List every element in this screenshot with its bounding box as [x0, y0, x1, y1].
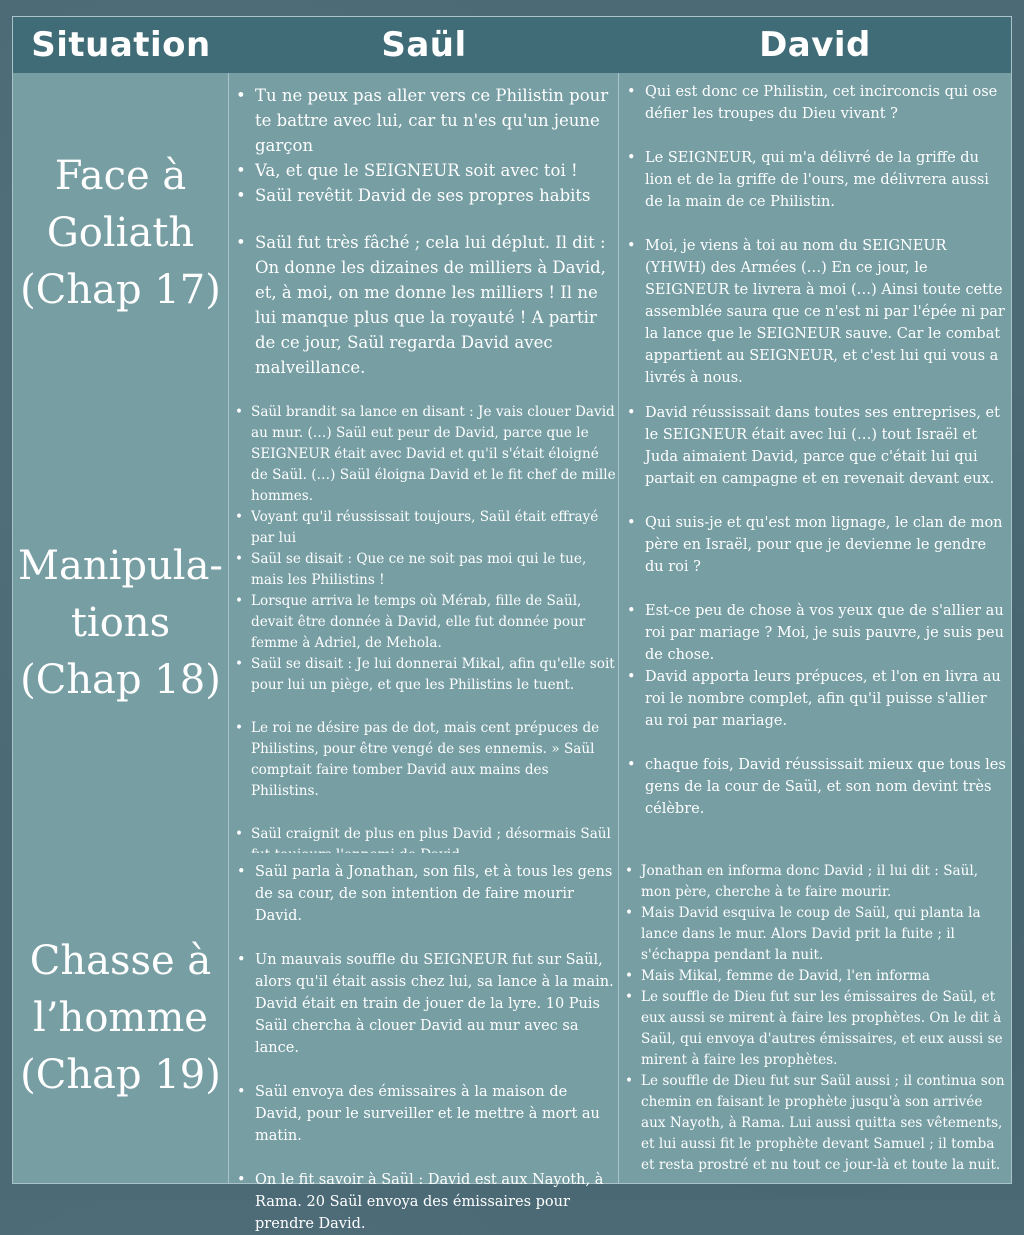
list-item: • Saül revêtit David de ses propres habits	[229, 183, 612, 208]
situation-cell	[13, 394, 229, 853]
header-saul: Saül	[381, 25, 467, 65]
list-item: • Mais David esquiva le coup de Saül, qui planta la lance dans le mur. Alors David prit la fuite ; il s'échappa pendant la nuit.	[619, 903, 1009, 966]
list-item: • Le roi ne désire pas de dot, mais cent prépuces de Philistins, pour être vengé de ses ennemis. » Saül comptait faire tomber David aux mains des Philistins.	[229, 718, 616, 802]
david-list	[619, 853, 1011, 1176]
saul-cell	[229, 394, 619, 853]
comparison-table	[12, 16, 1012, 1232]
list-item: • chaque fois, David réussissait mieux que tous les gens de la cour de Saül, et son nom devint très célèbre.	[619, 754, 1007, 820]
situation-label: Face à Goliath (Chap 17)	[20, 153, 221, 313]
list-item: • Est-ce peu de chose à vos yeux que de s'allier au roi par mariage ? Moi, je suis pauvre, je suis peu de chose.	[619, 600, 1007, 666]
list-item: • Un mauvais souffle du SEIGNEUR fut sur Saül, alors qu'il était assis chez lui, sa lance à la main. David était en train de jouer de la lyre. 10 Puis Saül chercha à clouer David au mur avec sa lance.	[229, 949, 614, 1059]
list-item: • Saül fut très fâché ; cela lui déplut. Il dit : On donne les dizaines de milliers à David, et, à moi, on me donne les milliers ! Il ne lui manque plus que la royauté ! A partir de ce jour, Saül regarda David avec malveillance.	[229, 230, 612, 380]
saul-list	[229, 853, 618, 1235]
list-item: • Le souffle de Dieu fut sur les émissaires de Saül, et eux aussi se mirent à faire les prophètes. On le dit à Saül, qui envoya d'autres émissaires, et eux aussi se mirent à faire les prophètes.	[619, 987, 1009, 1071]
list-item: • Le souffle de Dieu fut sur Saül aussi ; il continua son chemin en faisant le prophète jusqu'à son arrivée aux Nayoth, à Rama. Lui aussi quitta ses vêtements, et lui aussi fit le prophète devant Samuel ; il tomba et resta prostré et nu tout ce jour-là et toute la nuit.	[619, 1071, 1009, 1176]
list-item: • Mais Mikal, femme de David, l'en informa	[619, 966, 1009, 987]
list-item: • David réussissait dans toutes ses entreprises, et le SEIGNEUR était avec lui (…) tout Israël et Juda aimaient David, parce que c'était lui qui partait en campagne et en revenait devant eux.	[619, 402, 1007, 490]
list-item: • Voyant qu'il réussissait toujours, Saül était effrayé par lui	[229, 507, 616, 549]
list-item: • Va, et que le SEIGNEUR soit avec toi !	[229, 158, 612, 183]
row-goliath	[13, 73, 1011, 395]
list-item: • Qui suis-je et qu'est mon lignage, le clan de mon père en Israël, pour que je devienne le gendre du roi ?	[619, 512, 1007, 578]
situation-label: Chasse à l’homme (Chap 19)	[20, 937, 221, 1098]
list-item: • Saül se disait : Je lui donnerai Mikal, afin qu'elle soit pour lui un piège, et que les Philistins le tuent.	[229, 654, 616, 696]
saul-cell	[229, 853, 619, 1232]
list-item: • Saül craignit de plus en plus David ; désormais Saül	[229, 824, 616, 866]
david-list	[619, 394, 1011, 820]
row-manipulations	[13, 394, 1011, 854]
list-item: • Le SEIGNEUR, qui m'a délivré de la griffe du lion et de la griffe de l'ours, me délivrera aussi de la main de ce Philistin.	[619, 147, 1007, 213]
row-chasse	[13, 853, 1011, 1232]
list-item: • Tu ne peux pas aller vers ce Philistin pour te battre avec lui, car tu n'es qu'un jeune garçon	[229, 83, 612, 158]
list-item: • Saül brandit sa lance en disant : Je vais clouer David au mur. (…) Saül eut peur de David, parce que le SEIGNEUR était avec David et qu'il s'était éloigné de Saül. (…) Saül éloigna David et le fit chef de mille hommes.	[229, 402, 616, 507]
list-item: • On le fit savoir à Saül : David est aux Nayoth, à Rama. 20 Saül envoya des émissaires pour prendre David.	[229, 1169, 614, 1235]
david-cell	[619, 73, 1011, 394]
saul-list	[229, 394, 618, 866]
list-item: • Saül envoya des émissaires à la maison de David, pour le surveiller et le mettre à mort au matin.	[229, 1081, 614, 1147]
situation-label: Manipula- tions (Chap 18)	[18, 543, 223, 703]
table-header	[13, 17, 1011, 74]
list-item: • Saül se disait : Que ce ne soit pas moi qui le tue, mais les Philistins !	[229, 549, 616, 591]
list-item: • Saül parla à Jonathan, son fils, et à tous les gens de sa cour, de son intention de faire mourir David.	[229, 861, 614, 927]
list-item: • Lorsque arriva le temps où Mérab, fille de Saül, devait être donnée à David, elle fut donnée pour femme à Adriel, de Mehola.	[229, 591, 616, 654]
list-item: • Jonathan en informa donc David ; il lui dit : Saül, mon père, cherche à te faire mourir.	[619, 861, 1009, 903]
list-item: • Moi, je viens à toi au nom du SEIGNEUR (YHWH) des Armées (…) En ce jour, le SEIGNEUR te livrera à moi (…) Ainsi toute cette assemblée saura que ce n'est ni par l'épée ni par la lance que le SEIGNEUR sauve. Car le combat appartient au SEIGNEUR, et c'est lui qui vous a livrés à nous.	[619, 235, 1007, 389]
david-list	[619, 73, 1011, 389]
situation-cell	[13, 73, 229, 394]
david-cell	[619, 394, 1011, 853]
david-cell	[619, 853, 1011, 1183]
header-situation: Situation	[31, 25, 211, 65]
situation-cell	[13, 853, 229, 1183]
saul-list	[229, 73, 618, 380]
header-david: David	[759, 25, 871, 65]
list-item: • Qui est donc ce Philistin, cet incirconcis qui ose défier les troupes du Dieu vivant ?	[619, 81, 1007, 125]
list-item: • David apporta leurs prépuces, et l'on en livra au roi le nombre complet, afin qu'il puisse s'allier au roi par mariage.	[619, 666, 1007, 732]
saul-cell	[229, 73, 619, 394]
